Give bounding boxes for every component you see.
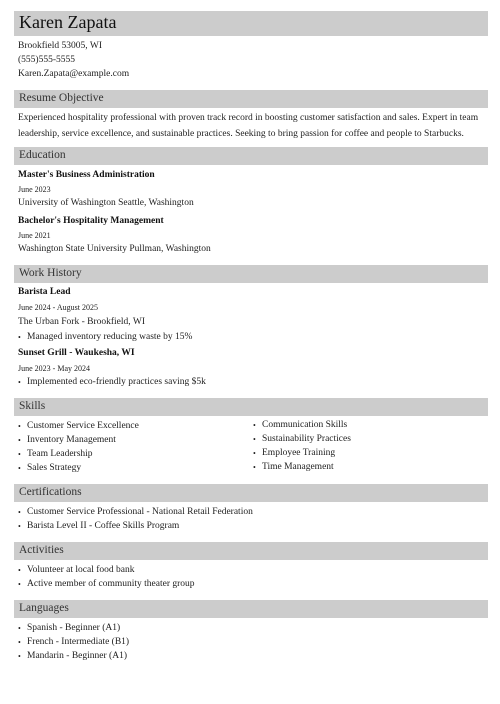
phone: (555)555-5555 bbox=[18, 55, 75, 65]
skill-item: • Customer Service Excellence bbox=[18, 419, 139, 434]
activity-item: • Volunteer at local food bank bbox=[18, 563, 134, 578]
education-school: University of Washington Seattle, Washington bbox=[18, 198, 194, 208]
job-bullet: • Managed inventory reducing waste by 15% bbox=[18, 330, 192, 345]
name-header bbox=[14, 11, 488, 36]
objective-heading: Resume Objective bbox=[19, 92, 104, 104]
job-company: The Urban Fork - Brookfield, WI bbox=[18, 317, 145, 327]
job-dates: June 2024 - August 2025 bbox=[18, 303, 98, 312]
certification-item: • Customer Service Professional - National Retail Federation bbox=[18, 505, 253, 520]
language-item: • Mandarin - Beginner (A1) bbox=[18, 649, 127, 664]
objective-heading-bar bbox=[14, 90, 488, 108]
education-heading-bar bbox=[14, 147, 488, 165]
job-bullet: • Implemented eco-friendly practices saving $5k bbox=[18, 375, 206, 390]
education-school: Washington State University Pullman, Washington bbox=[18, 244, 211, 254]
location: Brookfield 53005, WI bbox=[18, 41, 102, 51]
skill-item: • Communication Skills bbox=[253, 418, 347, 433]
job-title: Sunset Grill - Waukesha, WI bbox=[18, 348, 135, 358]
languages-heading-bar bbox=[14, 600, 488, 618]
education-degree: Bachelor's Hospitality Management bbox=[18, 216, 164, 226]
candidate-name: Karen Zapata bbox=[19, 12, 117, 32]
activity-item: • Active member of community theater group bbox=[18, 577, 195, 592]
skill-item: • Team Leadership bbox=[18, 447, 93, 462]
education-date: June 2021 bbox=[18, 231, 51, 240]
certifications-heading-bar bbox=[14, 484, 488, 502]
skill-item: • Sustainability Practices bbox=[253, 432, 351, 447]
languages-heading: Languages bbox=[19, 602, 69, 614]
language-item: • Spanish - Beginner (A1) bbox=[18, 621, 120, 636]
work-heading: Work History bbox=[19, 267, 82, 279]
education-date: June 2023 bbox=[18, 185, 51, 194]
work-heading-bar bbox=[14, 265, 488, 283]
skills-heading-bar bbox=[14, 398, 488, 416]
skill-item: • Employee Training bbox=[253, 446, 335, 461]
certifications-heading: Certifications bbox=[19, 486, 82, 498]
job-dates: June 2023 - May 2024 bbox=[18, 364, 90, 373]
activities-heading-bar bbox=[14, 542, 488, 560]
activities-heading: Activities bbox=[19, 544, 64, 556]
objective-text: Experienced hospitality professional with proven track record in boosting customer satisfaction and sales. Expert in team leadership, service excellence, and sustainable practices. Seeking to bring passion for coffee and people to Starbucks. bbox=[18, 113, 479, 139]
language-item: • French - Intermediate (B1) bbox=[18, 635, 129, 650]
education-heading: Education bbox=[19, 149, 66, 161]
certification-item: • Barista Level II - Coffee Skills Program bbox=[18, 519, 179, 534]
skill-item: • Time Management bbox=[253, 460, 334, 475]
skill-item: • Inventory Management bbox=[18, 433, 116, 448]
education-degree: Master's Business Administration bbox=[18, 170, 155, 180]
skills-heading: Skills bbox=[19, 400, 46, 412]
email: Karen.Zapata@example.com bbox=[18, 69, 130, 79]
job-title: Barista Lead bbox=[18, 287, 71, 297]
skill-item: • Sales Strategy bbox=[18, 461, 81, 476]
